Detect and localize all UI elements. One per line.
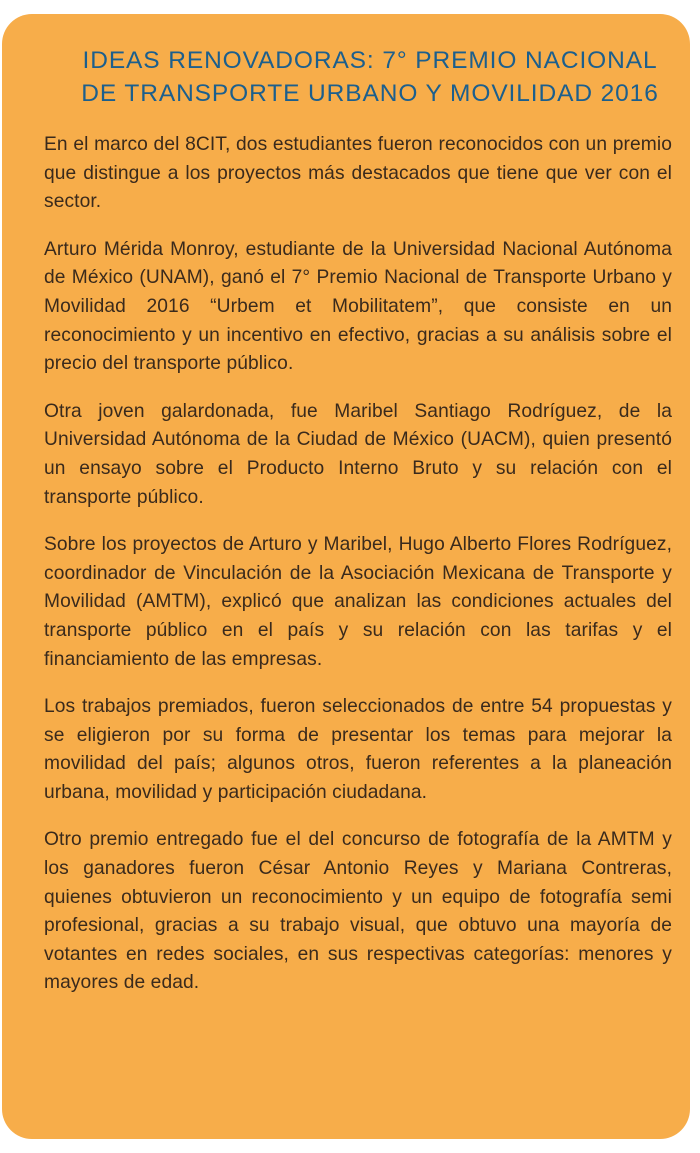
paragraph-maribel: Otra joven galardonada, fue Maribel Santiago Rodríguez, de la Universidad Autónoma de la Ciudad de México (UACM), quien presentó un ensayo sobre el Producto Interno Bruto y su relación con el transporte público. bbox=[44, 400, 672, 508]
paragraph-selection: Los trabajos premiados, fueron seleccionados de entre 54 propuestas y se eligieron por su forma de presentar los temas para mejorar la movilidad del país; algunos otros, fueron referentes a la planeación urbana, movilidad y participación ciudadana. bbox=[44, 696, 672, 803]
article-title bbox=[44, 44, 672, 110]
article-card bbox=[2, 14, 690, 1139]
article-title-line-1: IDEAS RENOVADORAS: 7° PREMIO NACIONAL bbox=[82, 47, 658, 74]
article-title-line-2: DE TRANSPORTE URBANO Y MOVILIDAD 2016 bbox=[81, 80, 659, 107]
paragraph-hugo: Sobre los proyectos de Arturo y Maribel, Hugo Alberto Flores Rodríguez, coordinador de Vinculación de la Asociación Mexicana de Transporte y Movilidad (AMTM), explicó que analizan las condiciones actuales del transporte público en el país y su relación con las tarifas y el financiamiento de las empresas. bbox=[44, 534, 672, 670]
article-body bbox=[44, 131, 672, 998]
paragraph-photo-contest: Otro premio entregado fue el del concurso de fotografía de la AMTM y los ganadores fueron César Antonio Reyes y Mariana Contreras, quienes obtuvieron un reconocimiento y un equipo de fotografía semi profesional, gracias a su trabajo visual, que obtuvo una mayoría de votantes en redes sociales, en sus respectivas categorías: menores y mayores de edad. bbox=[44, 829, 672, 994]
paragraph-intro: En el marco del 8CIT, dos estudiantes fueron reconocidos con un premio que distingue a los proyectos más destacados que tiene que ver con el sector. bbox=[44, 134, 672, 213]
paragraph-arturo: Arturo Mérida Monroy, estudiante de la Universidad Nacional Autónoma de México (UNAM), ganó el 7° Premio Nacional de Transporte Urbano y Movilidad 2016 “Urbem et Mobilitatem”, que consiste en un reconocimiento y un incentivo en efectivo, gracias a su análisis sobre el precio del transporte público. bbox=[44, 238, 672, 375]
